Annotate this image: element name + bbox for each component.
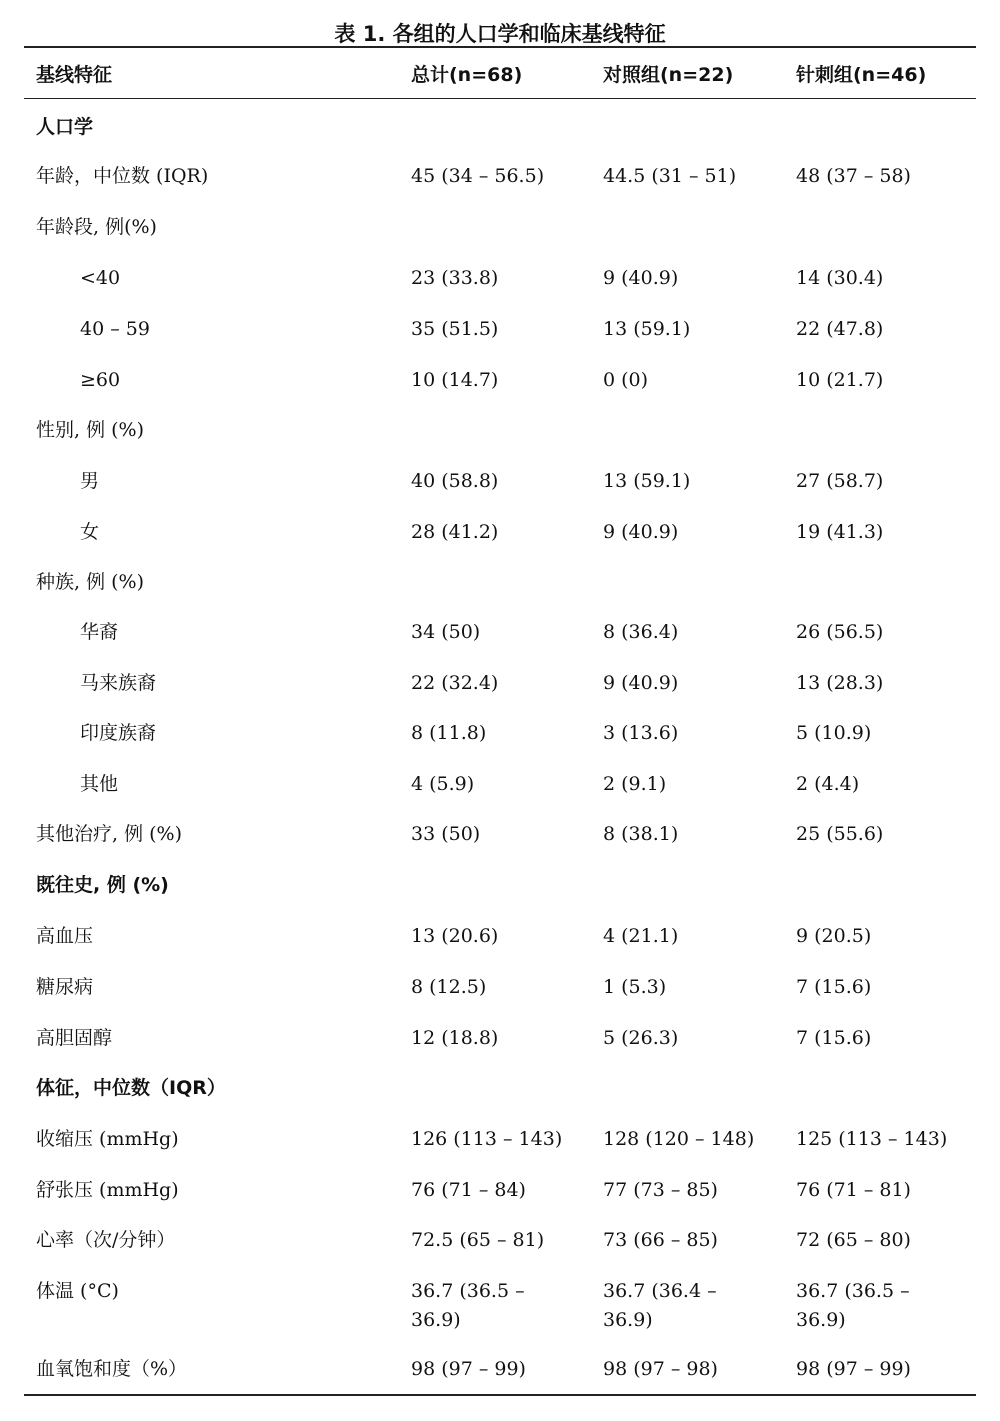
row-label: 性别, 例 (%) <box>36 419 144 441</box>
cell-acupuncture: 72 (65 – 80) <box>796 1229 911 1251</box>
header-control: 对照组(n=22) <box>603 64 734 86</box>
row-label: 其他 <box>80 773 119 795</box>
cell-total: 4 (5.9) <box>411 773 475 795</box>
cell-acupuncture: 10 (21.7) <box>796 369 884 391</box>
cell-control: 98 (97 – 98) <box>603 1358 718 1380</box>
cell-total: 40 (58.8) <box>411 470 499 492</box>
cell-control: 2 (9.1) <box>603 773 667 795</box>
cell-total: 13 (20.6) <box>411 925 499 947</box>
cell-total: 36.7 (36.5 – 36.9) <box>411 1280 525 1331</box>
row-label: 血氧饱和度（%） <box>36 1358 188 1380</box>
row-label: 其他治疗, 例 (%) <box>36 823 182 845</box>
row-label: 高血压 <box>36 925 94 947</box>
cell-total: 10 (14.7) <box>411 369 499 391</box>
row-label: 糖尿病 <box>36 976 94 998</box>
row-label: 年龄段, 例(%) <box>36 216 157 238</box>
cell-acupuncture: 48 (37 – 58) <box>796 165 911 187</box>
header-rule <box>24 98 976 99</box>
cell-acupuncture: 13 (28.3) <box>796 672 884 694</box>
cell-control: 9 (40.9) <box>603 267 679 289</box>
cell-control: 5 (26.3) <box>603 1027 679 1049</box>
cell-control: 8 (38.1) <box>603 823 679 845</box>
cell-control: 9 (40.9) <box>603 672 679 694</box>
cell-control: 44.5 (31 – 51) <box>603 165 737 187</box>
row-label: 男 <box>80 470 100 492</box>
row-label: 40 – 59 <box>80 318 150 340</box>
cell-control: 73 (66 – 85) <box>603 1229 718 1251</box>
cell-acupuncture: 7 (15.6) <box>796 1027 872 1049</box>
cell-control: 36.7 (36.4 – 36.9) <box>603 1280 717 1331</box>
cell-acupuncture: 14 (30.4) <box>796 267 884 289</box>
header-total: 总计(n=68) <box>411 64 523 86</box>
header-acupuncture: 针刺组(n=46) <box>796 64 927 86</box>
cell-acupuncture: 26 (56.5) <box>796 621 884 643</box>
cell-acupuncture: 7 (15.6) <box>796 976 872 998</box>
row-label: 高胆固醇 <box>36 1027 113 1049</box>
cell-total: 22 (32.4) <box>411 672 499 694</box>
cell-total: 98 (97 – 99) <box>411 1358 526 1380</box>
cell-total: 33 (50) <box>411 823 481 845</box>
row-label: 马来族裔 <box>80 672 157 694</box>
row-label: 年龄，中位数 (IQR) <box>36 165 209 187</box>
cell-control: 3 (13.6) <box>603 722 679 744</box>
cell-total: 45 (34 – 56.5) <box>411 165 545 187</box>
top-rule <box>24 46 976 48</box>
row-label: 印度族裔 <box>80 722 157 744</box>
row-label: 心率（次/分钟） <box>36 1229 176 1251</box>
cell-total: 126 (113 – 143) <box>411 1128 563 1150</box>
cell-control: 4 (21.1) <box>603 925 679 947</box>
table-title: 表 1. 各组的人口学和临床基线特征 <box>334 22 666 46</box>
row-label: 收缩压 (mmHg) <box>36 1128 179 1150</box>
cell-acupuncture: 9 (20.5) <box>796 925 872 947</box>
cell-total: 8 (12.5) <box>411 976 487 998</box>
section-label: 人口学 <box>36 116 94 138</box>
cell-acupuncture: 25 (55.6) <box>796 823 884 845</box>
row-label: ≥60 <box>80 369 121 391</box>
row-label: 种族, 例 (%) <box>36 571 144 593</box>
cell-acupuncture: 22 (47.8) <box>796 318 884 340</box>
cell-acupuncture: 2 (4.4) <box>796 773 860 795</box>
section-label: 既往史, 例 (%) <box>36 874 169 896</box>
cell-total: 34 (50) <box>411 621 481 643</box>
cell-total: 35 (51.5) <box>411 318 499 340</box>
cell-control: 13 (59.1) <box>603 318 691 340</box>
row-label: 体温 (°C) <box>36 1280 119 1302</box>
cell-total: 76 (71 – 84) <box>411 1179 526 1201</box>
cell-control: 77 (73 – 85) <box>603 1179 718 1201</box>
cell-control: 0 (0) <box>603 369 649 391</box>
bottom-rule <box>24 1394 976 1396</box>
cell-acupuncture: 27 (58.7) <box>796 470 884 492</box>
section-label: 体征，中位数（IQR） <box>36 1077 226 1099</box>
cell-total: 12 (18.8) <box>411 1027 499 1049</box>
cell-control: 128 (120 – 148) <box>603 1128 755 1150</box>
header-characteristic: 基线特征 <box>36 64 113 86</box>
cell-control: 13 (59.1) <box>603 470 691 492</box>
cell-acupuncture: 76 (71 – 81) <box>796 1179 911 1201</box>
cell-total: 23 (33.8) <box>411 267 499 289</box>
row-label: 舒张压 (mmHg) <box>36 1179 179 1201</box>
cell-control: 9 (40.9) <box>603 521 679 543</box>
cell-control: 1 (5.3) <box>603 976 667 998</box>
cell-total: 28 (41.2) <box>411 521 499 543</box>
row-label: <40 <box>80 267 121 289</box>
cell-acupuncture: 36.7 (36.5 – 36.9) <box>796 1280 910 1331</box>
cell-control: 8 (36.4) <box>603 621 679 643</box>
row-label: 女 <box>80 521 100 543</box>
cell-acupuncture: 5 (10.9) <box>796 722 872 744</box>
cell-total: 8 (11.8) <box>411 722 487 744</box>
row-label: 华裔 <box>80 621 119 643</box>
cell-acupuncture: 98 (97 – 99) <box>796 1358 911 1380</box>
cell-acupuncture: 125 (113 – 143) <box>796 1128 948 1150</box>
cell-total: 72.5 (65 – 81) <box>411 1229 545 1251</box>
cell-acupuncture: 19 (41.3) <box>796 521 884 543</box>
